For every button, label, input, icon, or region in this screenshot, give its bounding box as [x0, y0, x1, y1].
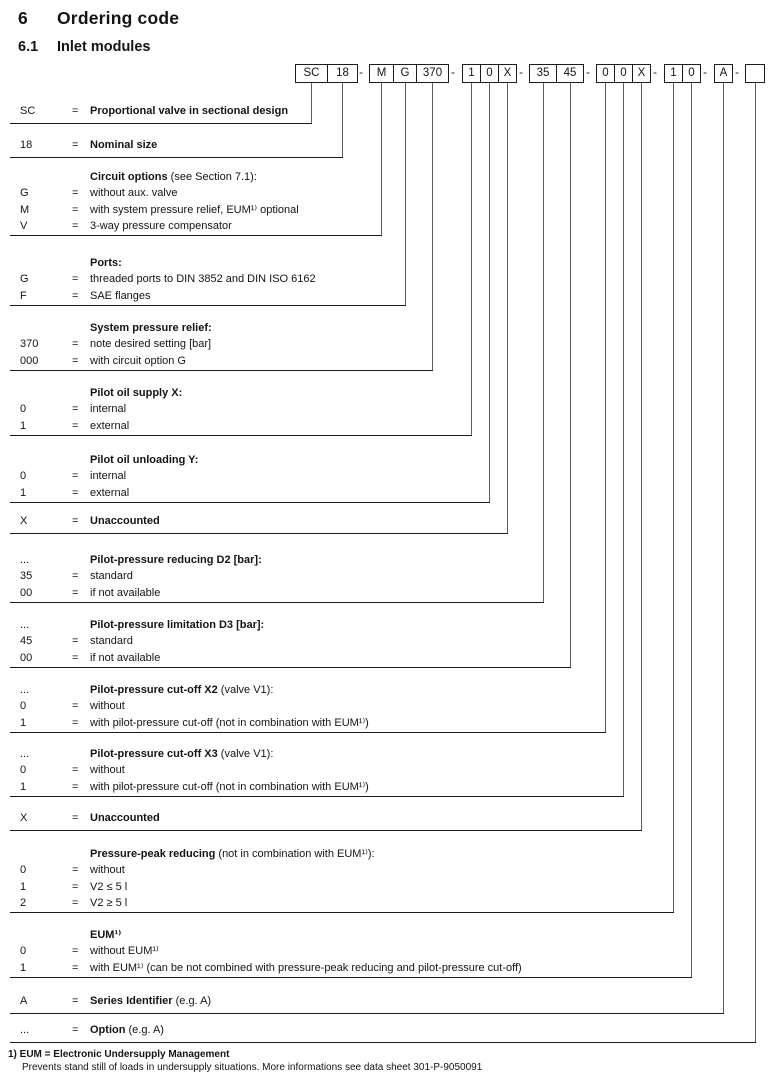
section-row — [10, 568, 544, 584]
equals-sign: = — [72, 105, 79, 117]
description — [90, 682, 273, 698]
code-cell: 0 — [20, 470, 27, 483]
description-text: internal — [90, 470, 127, 483]
description — [90, 385, 182, 401]
section-row — [10, 650, 571, 666]
section-row — [10, 468, 490, 484]
ordering-code-box — [745, 64, 765, 83]
description-bold: Pilot oil unloading Y: — [90, 454, 199, 466]
description-text: 3-way pressure compensator — [90, 219, 232, 232]
ordering-code-box: 0 — [682, 64, 701, 83]
code-cell — [20, 846, 72, 862]
description — [90, 568, 133, 584]
ordering-code-box: M — [369, 64, 394, 83]
equals-sign: = — [72, 635, 79, 648]
code-cell: 00 — [20, 586, 33, 599]
ordering-section — [10, 137, 343, 158]
code-cell: 1 — [20, 880, 27, 893]
equals-sign — [72, 255, 90, 271]
ordering-section — [10, 255, 406, 306]
equals-sign — [72, 617, 90, 633]
code-connector-line — [755, 83, 756, 1042]
ordering-section — [10, 169, 382, 236]
description — [90, 879, 127, 895]
description — [90, 993, 211, 1009]
section-row — [10, 418, 472, 434]
section-row — [10, 585, 544, 601]
description — [90, 779, 369, 795]
equals-sign: = — [72, 139, 79, 151]
equals-sign: = — [72, 273, 79, 286]
description — [90, 401, 126, 417]
ordering-section — [10, 846, 674, 913]
section-row — [10, 927, 692, 943]
section-row — [10, 137, 343, 153]
ordering-code-box: 370 — [416, 64, 449, 83]
description-text: without EUM¹⁾ — [90, 945, 159, 958]
code-cell: 0 — [20, 864, 27, 877]
ordering-section — [10, 1022, 756, 1043]
description — [90, 895, 127, 911]
description — [90, 960, 522, 976]
section-row — [10, 1022, 756, 1038]
code-cell: ... — [20, 684, 30, 696]
code-cell: G — [20, 187, 29, 200]
equals-sign: = — [72, 570, 79, 583]
ordering-code-box: SC — [295, 64, 328, 83]
code-cell — [20, 169, 72, 185]
ordering-code-separator: - — [586, 65, 590, 79]
ordering-code-box: 18 — [327, 64, 358, 83]
equals-sign: = — [72, 419, 79, 432]
section-row — [10, 218, 382, 234]
equals-sign — [72, 169, 90, 185]
description-text: external — [90, 486, 130, 499]
description-text: with system pressure relief, EUM¹⁾ optional — [90, 203, 299, 216]
code-cell: A — [20, 995, 28, 1007]
code-cell: 0 — [20, 700, 27, 713]
code-cell: V — [20, 219, 28, 232]
code-cell — [20, 927, 72, 943]
description-bold: Unaccounted — [90, 812, 160, 824]
description-bold: Option — [90, 1024, 126, 1036]
code-cell: 370 — [20, 338, 39, 351]
equals-sign: = — [72, 187, 79, 200]
description — [90, 169, 257, 185]
description-text: (see Section 7.1): — [167, 171, 257, 183]
code-connector-line — [691, 83, 692, 977]
ordering-section — [10, 927, 692, 978]
description — [90, 255, 122, 271]
code-cell — [20, 385, 72, 401]
description — [90, 927, 121, 943]
ordering-code-box: X — [498, 64, 517, 83]
equals-sign: = — [72, 651, 79, 664]
section-row — [10, 746, 624, 762]
equals-sign — [72, 552, 90, 568]
description — [90, 418, 129, 434]
description-text: threaded ports to DIN 3852 and DIN ISO 6162 — [90, 273, 316, 286]
description-text: without — [90, 764, 125, 777]
code-cell: 1 — [20, 486, 27, 499]
description-text: external — [90, 419, 130, 432]
description-text: without — [90, 864, 125, 877]
code-connector-line — [605, 83, 606, 732]
description-bold: Pilot oil supply X: — [90, 387, 183, 399]
ordering-section — [10, 810, 642, 831]
ordering-section — [10, 552, 544, 603]
section-row — [10, 633, 571, 649]
description — [90, 715, 369, 731]
ordering-section — [10, 746, 624, 797]
code-cell — [20, 255, 72, 271]
equals-sign: = — [72, 945, 79, 958]
code-cell: X — [20, 812, 28, 824]
code-cell: SC — [20, 105, 36, 117]
equals-sign: = — [72, 470, 79, 483]
ordering-section — [10, 103, 312, 124]
description-bold: Proportional valve in sectional design — [90, 105, 289, 117]
ordering-code-box: 45 — [556, 64, 584, 83]
section-row — [10, 846, 674, 862]
ordering-section — [10, 385, 472, 436]
description-bold: Unaccounted — [90, 515, 160, 527]
description-text: standard — [90, 635, 133, 648]
section-row — [10, 552, 544, 568]
equals-sign: = — [72, 354, 79, 367]
description — [90, 650, 160, 666]
equals-sign — [72, 385, 90, 401]
ordering-code-separator: - — [451, 65, 455, 79]
section-row — [10, 943, 692, 959]
code-connector-line — [641, 83, 642, 830]
description — [90, 552, 262, 568]
equals-sign: = — [72, 289, 79, 302]
description-text: if not available — [90, 586, 161, 599]
ordering-code-separator: - — [703, 65, 707, 79]
description — [90, 452, 198, 468]
page-title: Ordering code — [57, 8, 180, 28]
description-bold: Pilot-pressure cut-off X3 — [90, 748, 218, 760]
description — [90, 746, 273, 762]
description-bold: Nominal size — [90, 139, 158, 151]
description-text: (e.g. A) — [172, 995, 212, 1007]
ordering-code-box: 0 — [596, 64, 615, 83]
section-row — [10, 960, 692, 976]
description-text: internal — [90, 403, 127, 416]
description-text: (valve V1): — [217, 684, 274, 696]
equals-sign: = — [72, 716, 79, 729]
equals-sign — [72, 452, 90, 468]
code-cell: 18 — [20, 139, 33, 151]
description — [90, 468, 126, 484]
section-row — [10, 336, 433, 352]
code-cell: 45 — [20, 635, 33, 648]
code-cell: F — [20, 289, 27, 302]
section-row — [10, 385, 472, 401]
description — [90, 810, 160, 826]
code-cell: 0 — [20, 945, 27, 958]
footnote-line-2: Prevents stand still of loads in undersupply situations. More informations see data sheet 301-P-9050091 — [22, 1062, 483, 1073]
code-cell: G — [20, 273, 29, 286]
ordering-code-box: A — [714, 64, 733, 83]
description — [90, 617, 264, 633]
code-cell: 0 — [20, 764, 27, 777]
code-cell: 000 — [20, 354, 39, 367]
section-row — [10, 993, 724, 1009]
equals-sign — [72, 846, 90, 862]
section-row — [10, 879, 674, 895]
description — [90, 846, 375, 862]
equals-sign: = — [72, 486, 79, 499]
description-text: with pilot-pressure cut-off (not in combination with EUM¹⁾) — [90, 716, 369, 729]
equals-sign: = — [72, 780, 79, 793]
section-row — [10, 103, 312, 119]
equals-sign — [72, 320, 90, 336]
section-row — [10, 895, 674, 911]
section-row — [10, 288, 406, 304]
description — [90, 585, 160, 601]
code-connector-line — [623, 83, 624, 796]
description — [90, 320, 212, 336]
section-row — [10, 617, 571, 633]
section-row — [10, 862, 674, 878]
ordering-code-separator: - — [735, 65, 739, 79]
equals-sign: = — [72, 995, 79, 1007]
section-row — [10, 320, 433, 336]
equals-sign: = — [72, 880, 79, 893]
description — [90, 513, 160, 529]
description-bold: Pilot-pressure reducing D2 [bar]: — [90, 554, 262, 566]
section-number: 6 — [18, 8, 28, 28]
subsection-title: Inlet modules — [57, 39, 151, 55]
equals-sign: = — [72, 1024, 79, 1036]
description-bold: System pressure relief: — [90, 322, 212, 334]
description — [90, 943, 159, 959]
ordering-code-box: G — [393, 64, 417, 83]
section-row — [10, 715, 606, 731]
ordering-code-box: 0 — [480, 64, 499, 83]
code-cell: 1 — [20, 780, 27, 793]
subsection-number: 6.1 — [18, 39, 39, 55]
code-connector-line — [543, 83, 544, 602]
section-row — [10, 185, 382, 201]
equals-sign: = — [72, 700, 79, 713]
code-cell: 00 — [20, 651, 33, 664]
equals-sign: = — [72, 219, 79, 232]
ordering-code-box: 35 — [529, 64, 557, 83]
description — [90, 698, 125, 714]
description — [90, 633, 133, 649]
section-row — [10, 353, 433, 369]
equals-sign: = — [72, 203, 79, 216]
description-text: standard — [90, 570, 133, 583]
equals-sign: = — [72, 338, 79, 351]
description — [90, 271, 316, 287]
description — [90, 762, 125, 778]
description-text: SAE flanges — [90, 289, 151, 302]
description-text: V2 ≤ 5 l — [90, 880, 128, 893]
code-connector-line — [489, 83, 490, 502]
ordering-section — [10, 617, 571, 668]
description-bold: Pilot-pressure cut-off X2 — [90, 684, 218, 696]
equals-sign: = — [72, 515, 79, 527]
section-row — [10, 169, 382, 185]
description — [90, 202, 299, 218]
ordering-code-separator: - — [519, 65, 523, 79]
section-row — [10, 682, 606, 698]
code-cell: 0 — [20, 403, 27, 416]
description — [90, 185, 177, 201]
description-text: with pilot-pressure cut-off (not in combination with EUM¹⁾) — [90, 780, 369, 793]
section-row — [10, 271, 406, 287]
description-text: if not available — [90, 651, 161, 664]
section-row — [10, 452, 490, 468]
description-text: without — [90, 700, 125, 713]
description-bold: EUM¹⁾ — [90, 929, 122, 941]
equals-sign — [72, 927, 90, 943]
code-cell: ... — [20, 619, 30, 631]
equals-sign: = — [72, 812, 79, 824]
code-cell: 1 — [20, 419, 27, 432]
description-text: without aux. valve — [90, 187, 178, 200]
ordering-code-box: 1 — [664, 64, 683, 83]
description-bold: Ports: — [90, 257, 122, 269]
equals-sign — [72, 682, 90, 698]
code-cell: ... — [20, 554, 30, 566]
code-connector-line — [507, 83, 508, 533]
description — [90, 137, 157, 153]
equals-sign: = — [72, 864, 79, 877]
ordering-code-box: 0 — [614, 64, 633, 83]
code-connector-line — [673, 83, 674, 912]
ordering-section — [10, 993, 724, 1014]
section-row — [10, 202, 382, 218]
description-bold: Pressure-peak reducing — [90, 848, 216, 860]
equals-sign: = — [72, 403, 79, 416]
code-cell — [20, 452, 72, 468]
equals-sign: = — [72, 764, 79, 777]
description — [90, 353, 186, 369]
code-cell — [20, 320, 72, 336]
description-text: with EUM¹⁾ (can be not combined with pressure-peak reducing and pilot-pressure cut-off) — [90, 961, 522, 974]
equals-sign: = — [72, 586, 79, 599]
description — [90, 103, 288, 119]
description-text: note desired setting [bar] — [90, 338, 212, 351]
section-row — [10, 762, 624, 778]
description-text: V2 ≥ 5 l — [90, 896, 128, 909]
footnote-line-1: 1) EUM = Electronic Undersupply Management — [8, 1049, 230, 1060]
description — [90, 336, 211, 352]
description-bold: Series Identifier — [90, 995, 173, 1007]
ordering-section — [10, 513, 508, 534]
description-bold: Circuit options — [90, 171, 168, 183]
section-row — [10, 485, 490, 501]
code-connector-line — [723, 83, 724, 1013]
code-cell: 35 — [20, 570, 33, 583]
description-text: (not in combination with EUM¹⁾): — [215, 848, 375, 860]
ordering-section — [10, 682, 606, 733]
description — [90, 288, 151, 304]
description-text: (valve V1): — [217, 748, 274, 760]
ordering-section — [10, 452, 490, 503]
section-row — [10, 513, 508, 529]
description — [90, 862, 125, 878]
section-row — [10, 401, 472, 417]
code-cell: ... — [20, 748, 30, 760]
code-cell: 2 — [20, 896, 27, 909]
section-row — [10, 698, 606, 714]
equals-sign: = — [72, 961, 79, 974]
section-row — [10, 255, 406, 271]
description — [90, 1022, 164, 1038]
equals-sign: = — [72, 896, 79, 909]
code-cell: ... — [20, 1024, 30, 1036]
description — [90, 485, 129, 501]
ordering-code-separator: - — [653, 65, 657, 79]
code-connector-line — [570, 83, 571, 667]
description-text: with circuit option G — [90, 354, 186, 367]
description-text: (e.g. A) — [125, 1024, 164, 1036]
equals-sign — [72, 746, 90, 762]
ordering-code-separator: - — [359, 65, 363, 79]
ordering-code-box: X — [632, 64, 651, 83]
code-cell: X — [20, 515, 28, 527]
ordering-code-box: 1 — [462, 64, 481, 83]
description-bold: Pilot-pressure limitation D3 [bar]: — [90, 619, 265, 631]
description — [90, 218, 232, 234]
section-row — [10, 779, 624, 795]
ordering-section — [10, 320, 433, 371]
code-cell: 1 — [20, 716, 27, 729]
code-cell: M — [20, 203, 30, 216]
code-cell: 1 — [20, 961, 27, 974]
code-connector-line — [471, 83, 472, 435]
section-row — [10, 810, 642, 826]
